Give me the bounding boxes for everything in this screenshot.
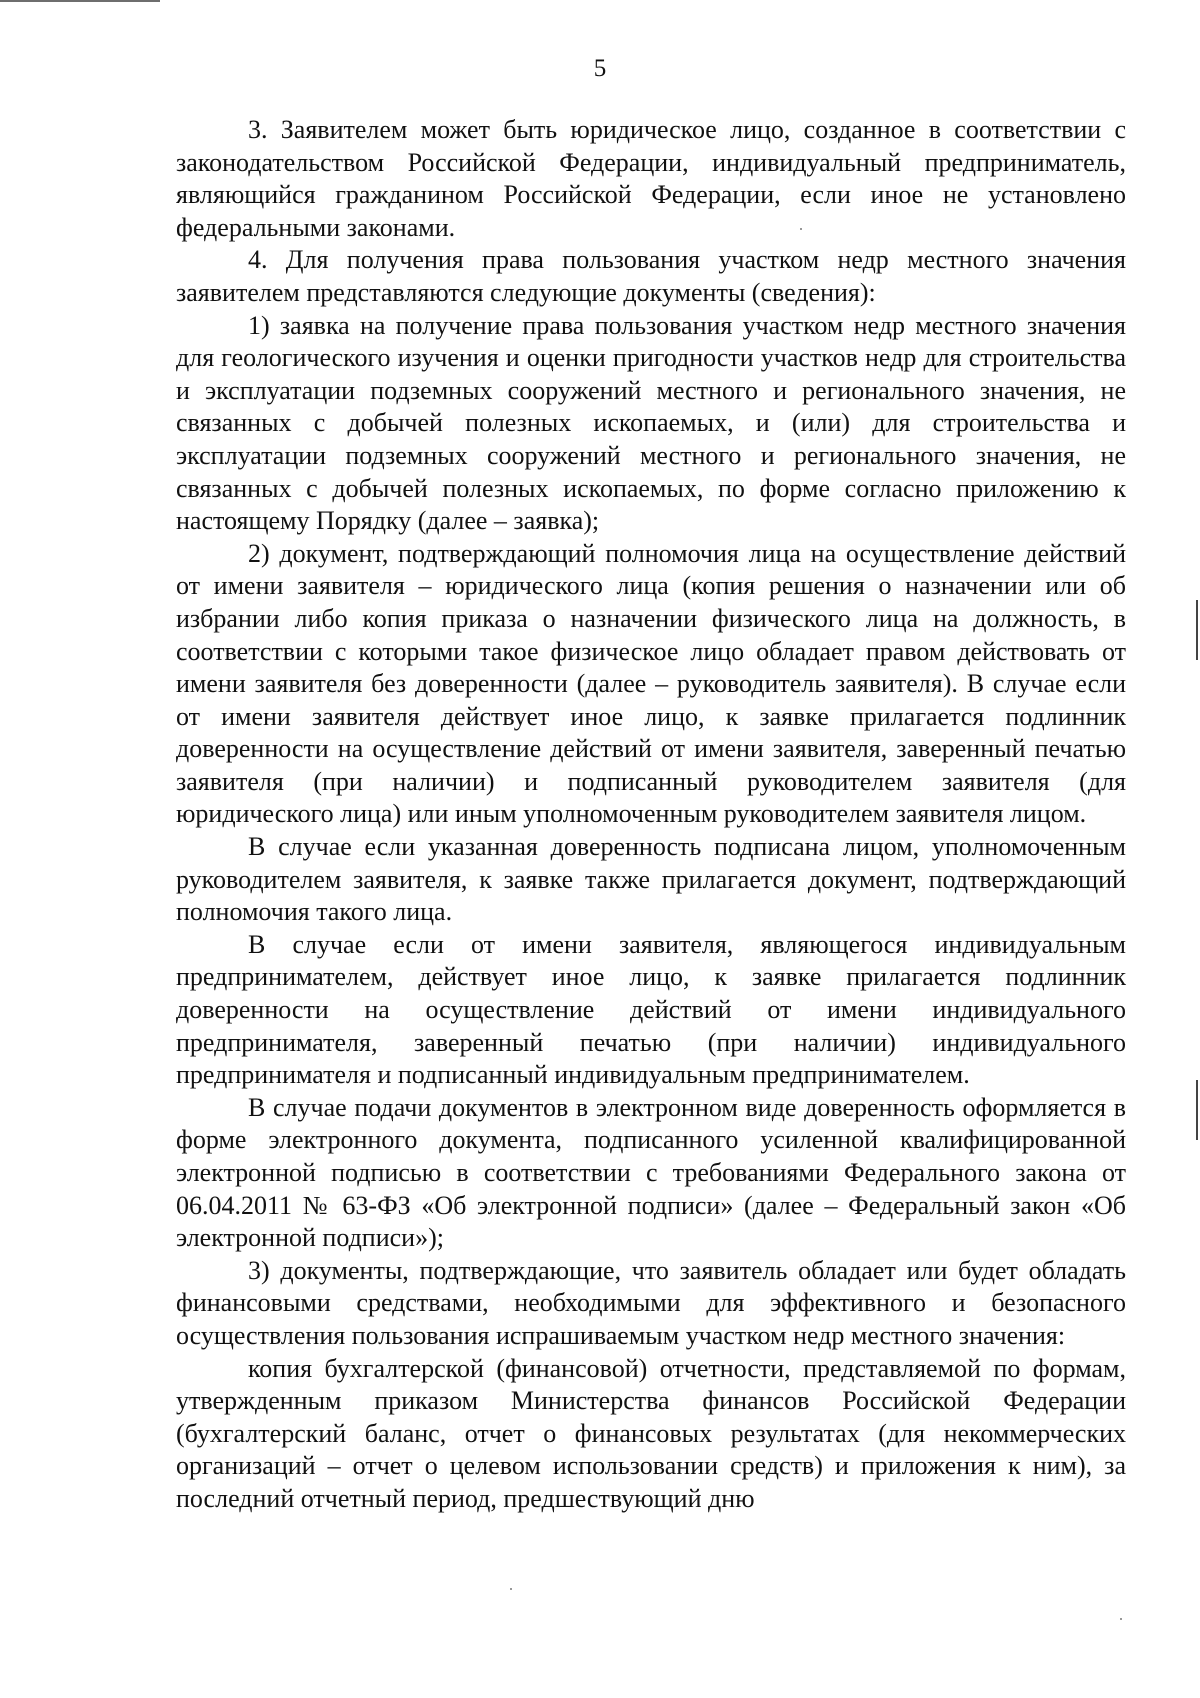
paragraph-item-2-authority-document: 2) документ, подтверждающий полномочия лица на осуществление действий от имени заявителя – юридического лица (копия решения о назначении или об избрании либо копия приказа о назначении физического лица на должность, в соответствии с которыми такое физическое лицо обладает правом действовать от имени заявителя без доверенности (далее – руководитель заявителя). В случае если от имени заявителя действует иное лицо, к заявке прилагается подлинник доверенности на осуществление действий от имени заявителя, заверенный печатью заявителя (при наличии) и подписанный руководителем заявителя (для юридического лица) или иным уполномоченным руководителем заявителя лицом.: [176, 538, 1126, 829]
paragraph-accounting-copy: копия бухгалтерской (финансовой) отчетности, представляемой по формам, утвержденным приказом Министерства финансов Российской Федерации (бухгалтерский баланс, отчет о финансовых результатах (для некоммерческих организаций – отчет о целевом использовании средств) и приложения к ним), за последний отчетный период, предшествующий дню: [176, 1353, 1126, 1513]
paragraph-individual-entrepreneur: В случае если от имени заявителя, являющегося индивидуальным предпринимателем, действует иное лицо, к заявке прилагается подлинник доверенности на осуществление действий от имени индивидуального предпринимателя, заверенный печатью (при наличии) индивидуального предпринимателя и подписанный индивидуальным предпринимателем.: [176, 929, 1126, 1090]
paragraph-item-3-financial-means: 3) документы, подтверждающие, что заявитель обладает или будет обладать финансовыми средствами, необходимыми для эффективного и безопасного осуществления пользования испрашиваемым участком недр местного значения:: [176, 1255, 1126, 1350]
paragraph-item-1-application: 1) заявка на получение права пользования участком недр местного значения для геологического изучения и оценки пригодности участков недр для строительства и эксплуатации подземных сооружений местного и регионального значения, не связанных с добычей полезных ископаемых, и (или) для строительства и эксплуатации подземных сооружений местного и регионального значения, не связанных с добычей полезных ископаемых, по форме согласно приложению к настоящему Порядку (далее – заявка);: [176, 310, 1126, 536]
paragraph-authorized-person: В случае если указанная доверенность подписана лицом, уполномоченным руководителем заявителя, к заявке также прилагается документ, подтверждающий полномочия такого лица.: [176, 832, 1126, 927]
document-body: [176, 114, 1126, 1516]
scan-speck: [1120, 1618, 1122, 1620]
paragraph-electronic-submission: В случае подачи документов в электронном виде доверенность оформляется в форме электронного документа, подписанного усиленной квалифицированной электронной подписью в соответствии с требованиями Федерального закона от 06.04.2011 № 63-ФЗ «Об электронной подписи» (далее – Федеральный закон «Об электронной подписи»);: [176, 1092, 1126, 1253]
scan-edge-mark: [1196, 600, 1198, 660]
page-number: 5: [593, 55, 607, 82]
scan-edge-line: [0, 0, 160, 2]
paragraph-required-documents: 4. Для получения права пользования участком недр местного значения заявителем представляются следующие документы (сведения):: [176, 245, 1126, 307]
scan-speck: [800, 228, 802, 230]
paragraph-applicant-types: 3. Заявителем может быть юридическое лицо, созданное в соответствии с законодательством Российской Федерации, индивидуальный предприниматель, являющийся гражданином Российской Федерации, если иное не установлено федеральными законами.: [176, 115, 1126, 242]
scan-edge-mark: [1196, 1080, 1198, 1140]
scan-speck: [510, 1588, 512, 1590]
